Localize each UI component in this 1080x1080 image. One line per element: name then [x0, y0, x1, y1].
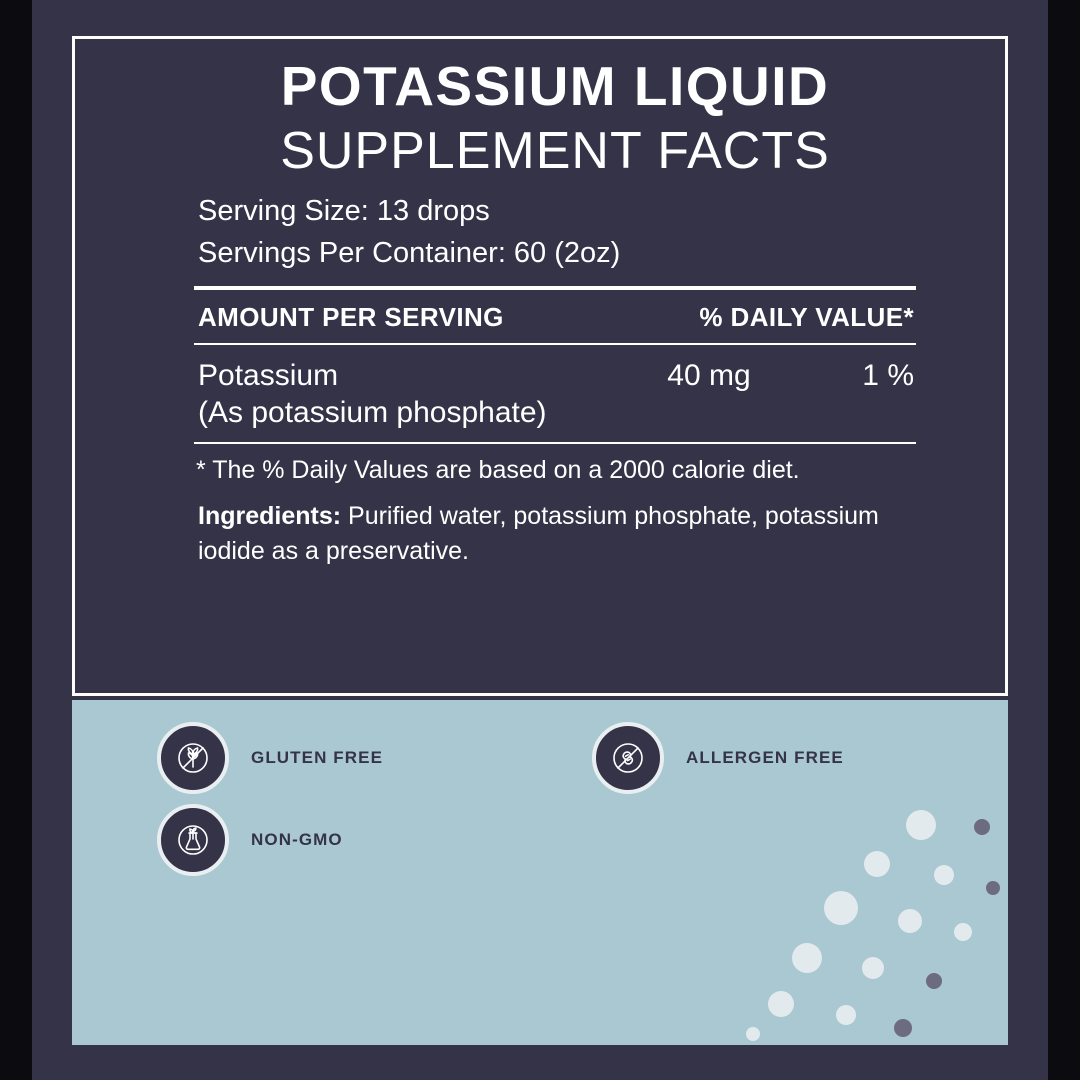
certifications-panel [72, 700, 1008, 1045]
nutrient-source: (As potassium phosphate) [198, 396, 547, 430]
nutrient-amount: 40 mg [667, 359, 751, 393]
page-title: SUPPLEMENT FACTS [280, 121, 830, 180]
divider-top [194, 286, 916, 290]
serving-size: Serving Size: 13 drops [198, 195, 490, 228]
table-header [190, 298, 920, 335]
flask-plant-icon [157, 804, 229, 876]
ingredients-label: Ingredients: [198, 501, 342, 530]
nutrient-daily-value: 1 % [862, 359, 914, 393]
daily-value-footnote: * The % Daily Values are based on a 2000 calorie diet. [196, 455, 800, 484]
peanut-crossed-icon [592, 722, 664, 794]
badge-non-gmo [157, 804, 343, 876]
decorative-dots [708, 785, 1008, 1045]
badge-label: NON-GMO [251, 830, 343, 849]
divider-header [194, 343, 916, 345]
divider-bottom [194, 442, 916, 444]
table-header-amount: AMOUNT PER SERVING [198, 302, 504, 333]
ingredients-block [190, 489, 920, 569]
ingredients-text: Purified water, potassium phosphate, potassium iodide as a preservative. [198, 501, 879, 565]
badge-label: GLUTEN FREE [251, 748, 384, 767]
nutrient-name: Potassium [198, 359, 339, 393]
badge-allergen-free [592, 722, 844, 794]
badge-gluten-free [157, 722, 383, 794]
supplement-facts-label [32, 0, 1048, 1080]
wheat-crossed-icon [157, 722, 229, 794]
serving-info [190, 190, 920, 274]
product-title: POTASSIUM LIQUID [280, 55, 830, 117]
facts-content [190, 55, 920, 569]
table-row [190, 351, 920, 393]
table-header-daily-value: % DAILY VALUE* [699, 302, 914, 333]
badge-label: ALLERGEN FREE [686, 748, 844, 767]
servings-per-container: Servings Per Container: 60 (2oz) [198, 237, 621, 270]
